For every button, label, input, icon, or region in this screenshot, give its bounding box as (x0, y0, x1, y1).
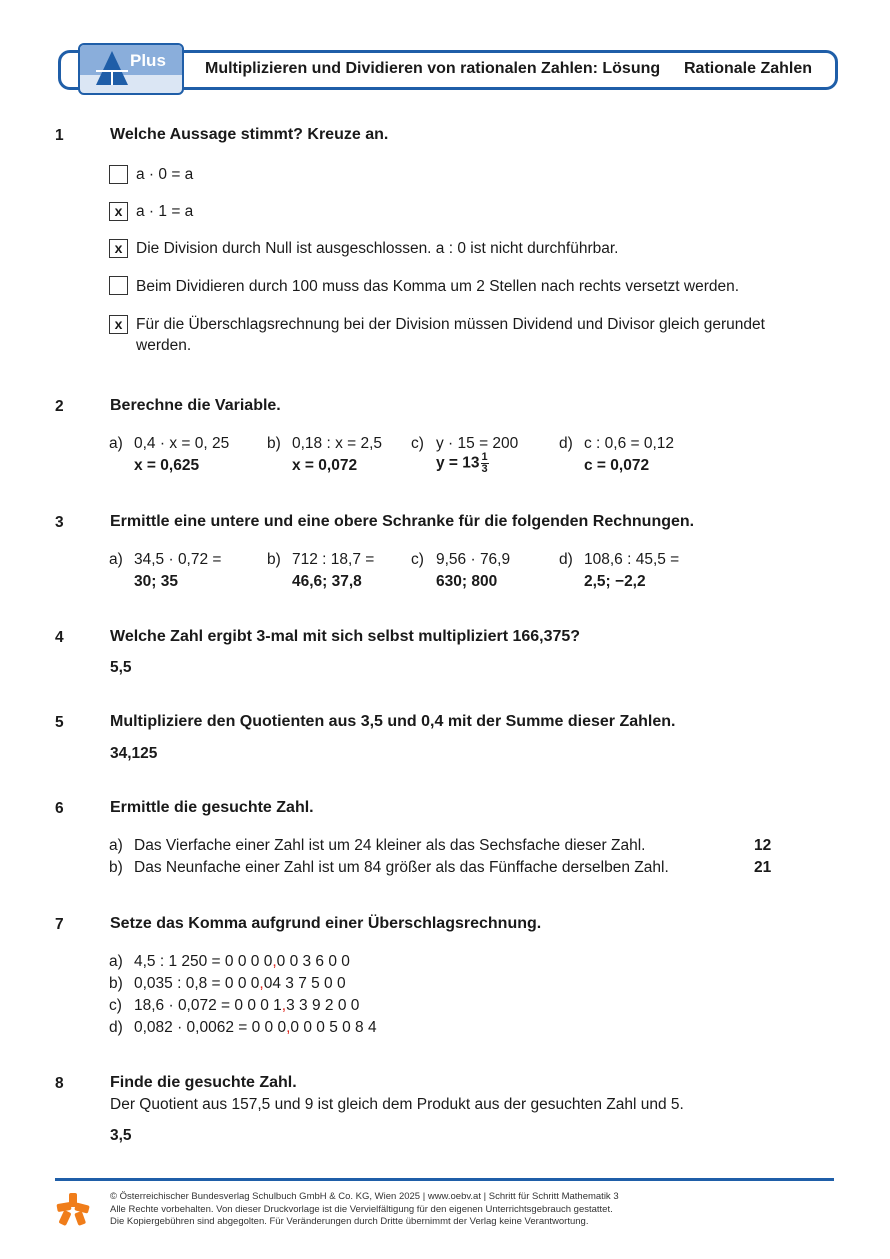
question-title: Finde die gesuchte Zahl. (110, 1074, 297, 1091)
question-number: 4 (55, 629, 64, 646)
item-task: c : 0,6 = 0,12 (584, 435, 675, 452)
item-label: b) (109, 975, 123, 992)
question-number: 7 (55, 916, 64, 933)
item-answer: y = 13 (436, 454, 480, 472)
comma-task (134, 953, 350, 971)
task-start: 0,035 : 0,8 = 0 0 0 (134, 975, 260, 992)
item-answer: 630; 800 (436, 573, 498, 590)
item-label: a) (109, 435, 123, 452)
item-answer: x = 0,072 (292, 457, 358, 474)
item-label: a) (109, 953, 123, 970)
copyright-notice (110, 1191, 619, 1229)
question-number: 2 (55, 398, 64, 415)
item-answer: 21 (754, 859, 772, 876)
question-number: 8 (55, 1075, 64, 1092)
item-text: Das Vierfache einer Zahl ist um 24 kleiner als das Sechsfache dieser Zahl. (134, 837, 646, 854)
item-text: Das Neunfache einer Zahl ist um 84 größer als das Fünffache derselben Zahl. (134, 859, 669, 876)
checkbox[interactable] (109, 276, 128, 295)
item-label: d) (109, 1019, 123, 1036)
question-title: Ermittle die gesuchte Zahl. (110, 799, 314, 816)
checkbox[interactable]: x (109, 315, 128, 334)
inserted-comma: , (259, 975, 264, 992)
item-task: 9,56 · 76,9 (436, 551, 511, 568)
plus-logo (78, 43, 184, 95)
footer-divider (55, 1178, 834, 1181)
question-title: Ermittle eine untere und eine obere Schranke für die folgenden Rechnungen. (110, 513, 695, 530)
item-answer: 46,6; 37,8 (292, 573, 362, 590)
item-answer: x = 0,625 (134, 457, 200, 474)
item-answer: 30; 35 (134, 573, 178, 590)
option-text: Die Division durch Null ist ausgeschlossen. a : 0 ist nicht durchführbar. (136, 240, 619, 257)
item-task: 712 : 18,7 = (292, 551, 375, 568)
answer: 3,5 (110, 1127, 132, 1144)
question-number: 5 (55, 714, 64, 731)
item-label: a) (109, 837, 123, 854)
item-label: c) (411, 435, 424, 452)
task-start: 0,082 · 0,0062 = 0 0 0 (134, 1019, 287, 1036)
page-title: Multiplizieren und Dividieren von rationalen Zahlen: Lösung (205, 60, 661, 77)
item-task: 108,6 : 45,5 = (584, 551, 680, 568)
checkbox[interactable] (109, 165, 128, 184)
triangle-logo-icon (94, 49, 130, 87)
task-start: 4,5 : 1 250 = 0 0 0 0 (134, 953, 273, 970)
question-title: Berechne die Variable. (110, 397, 281, 414)
answer: 34,125 (110, 745, 158, 762)
option-text: Für die Überschlagsrechnung bei der Division müssen Dividend und Divisor gleich gerundet (136, 316, 765, 333)
option-text: a · 1 = a (136, 203, 194, 220)
task-start: 18,6 · 0,072 = 0 0 0 1 (134, 997, 282, 1014)
item-task: 0,4 · x = 0, 25 (134, 435, 230, 452)
item-answer: 2,5; −2,2 (584, 573, 646, 590)
question-title: Setze das Komma aufgrund einer Überschlagsrechnung. (110, 915, 542, 932)
fraction (481, 452, 489, 475)
comma-task (134, 997, 359, 1015)
item-task: 34,5 · 0,72 = (134, 551, 222, 568)
footer-line-2: Alle Rechte vorbehalten. Von dieser Druckvorlage ist die Vervielfältigung für den eigenen Unterrichtsgebrauch gestattet. (110, 1203, 613, 1215)
item-answer-mixed-number (436, 452, 489, 475)
task-end: 04 3 7 5 0 0 (263, 975, 346, 992)
item-task: 0,18 : x = 2,5 (292, 435, 383, 452)
inserted-comma: , (281, 997, 287, 1014)
checkbox[interactable]: x (109, 202, 128, 221)
task-end: 0 0 0 5 0 8 4 (290, 1019, 377, 1036)
comma-task (134, 1019, 377, 1037)
item-answer: c = 0,072 (584, 457, 650, 474)
question-title: Welche Zahl ergibt 3-mal mit sich selbst multipliziert 166,375? (110, 628, 581, 645)
question-number: 1 (55, 127, 64, 144)
item-answer: 12 (754, 837, 772, 854)
question-text: Der Quotient aus 157,5 und 9 ist gleich dem Produkt aus der gesuchten Zahl und 5. (110, 1096, 684, 1113)
fraction-numerator: 1 (481, 451, 488, 463)
fraction-denominator: 3 (481, 463, 488, 475)
answer: 5,5 (110, 659, 132, 676)
task-end: 3 3 9 2 0 0 (286, 997, 360, 1014)
task-end: 0 0 3 6 0 0 (276, 953, 350, 970)
option-text: a · 0 = a (136, 166, 194, 183)
question-number: 6 (55, 800, 64, 817)
item-label: b) (267, 551, 281, 568)
footer-line-1: © Österreichischer Bundesverlag Schulbuch GmbH & Co. KG, Wien 2025 | www.oebv.at | Schritt für Schritt Mathematik 3 (110, 1191, 619, 1202)
item-label: b) (109, 859, 123, 876)
question-title: Multipliziere den Quotienten aus 3,5 und 0,4 mit der Summe dieser Zahlen. (110, 713, 676, 730)
page-topic: Rationale Zahlen (684, 60, 813, 77)
item-label: b) (267, 435, 281, 452)
item-label: d) (559, 435, 573, 452)
checkbox[interactable]: x (109, 239, 128, 258)
logo-text: Plus (130, 51, 166, 70)
question-title: Welche Aussage stimmt? Kreuze an. (110, 126, 389, 143)
item-label: d) (559, 551, 573, 568)
publisher-logo-icon (55, 1191, 91, 1227)
item-task: y · 15 = 200 (436, 435, 519, 452)
footer-line-3: Die Kopiergebühren sind abgegolten. Für Veränderungen durch Dritte übernimmt der Verlag keine Verantwortung. (110, 1216, 589, 1227)
question-number: 3 (55, 514, 64, 531)
item-label: c) (411, 551, 424, 568)
inserted-comma: , (272, 953, 277, 970)
comma-task (134, 975, 346, 993)
item-label: c) (109, 997, 122, 1014)
option-text-continued: werden. (136, 337, 192, 354)
item-label: a) (109, 551, 123, 568)
inserted-comma: , (286, 1019, 291, 1036)
option-text: Beim Dividieren durch 100 muss das Komma um 2 Stellen nach rechts versetzt werden. (136, 278, 740, 295)
